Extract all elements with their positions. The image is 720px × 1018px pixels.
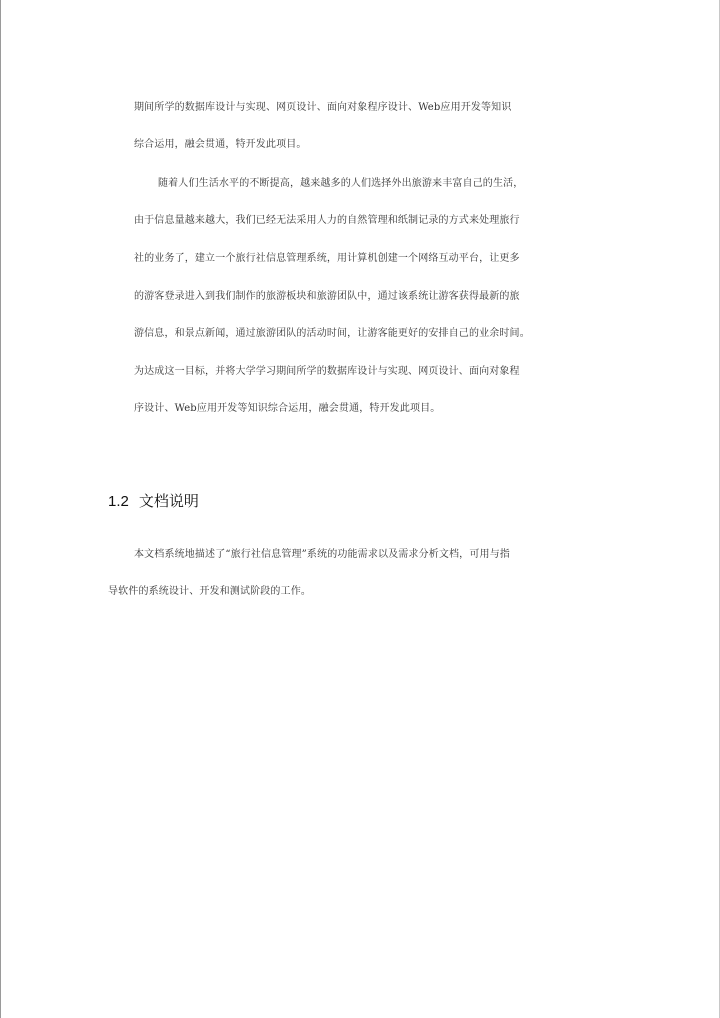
paragraph-line: 由于信息量越来越大，我们已经无法采用人力的自然管理和纸制记录的方式来处理旅行 (134, 215, 520, 226)
paragraph-line: 的游客登录进入到我们制作的旅游板块和旅游团队中，通过该系统让游客获得最新的旅 (134, 291, 520, 302)
page-edge-left (0, 0, 1, 1018)
paragraph-line: 导软件的系统设计、开发和测试阶段的工作。 (108, 586, 311, 597)
section-number: 1.2 (108, 493, 129, 510)
paragraph-line: 序设计、Web应用开发等知识综合运用，融会贯通，特开发此项目。 (134, 403, 441, 414)
paragraph-line: 期间所学的数据库设计与实现、网页设计、面向对象程序设计、Web应用开发等知识 (134, 102, 512, 113)
paragraph-line: 为达成这一目标，并将大学学习期间所学的数据库设计与实现、网页设计、面向对象程 (134, 366, 520, 377)
section-title: 文档说明 (138, 492, 199, 510)
paragraph-line: 本文档系统地描述了“旅行社信息管理”系统的功能需求以及需求分析文档，可用与指 (134, 549, 510, 560)
paragraph-line: 社的业务了，建立一个旅行社信息管理系统，用计算机创建一个网络互动平台，让更多 (134, 253, 520, 264)
paragraph-line: 随着人们生活水平的不断提高，越来越多的人们选择外出旅游来丰富自己的生活， (158, 178, 524, 189)
paragraph-line: 综合运用，融会贯通，特开发此项目。 (134, 139, 307, 150)
paragraph-line: 游信息，和景点新闻，通过旅游团队的活动时间，让游客能更好的安排自己的业余时间。 (134, 328, 530, 339)
section-heading (108, 491, 199, 512)
